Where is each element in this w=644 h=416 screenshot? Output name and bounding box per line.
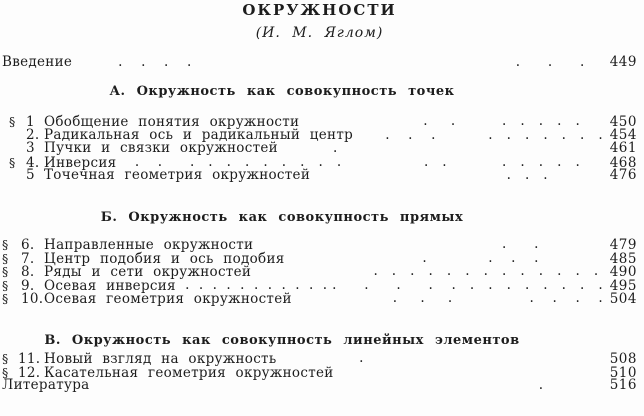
entry-page: 461 — [609, 140, 637, 156]
section-heading: В. Окружность как совокупность линейных элементов — [44, 332, 520, 348]
entry-title: Осевая геометрия окружностей — [44, 291, 292, 307]
entry-title: Инверсия — [44, 154, 117, 171]
paragraph-mark: § — [2, 264, 9, 279]
dot-leader-right: . . — [501, 238, 603, 252]
dot-leader-right: . . . . . . . . . . . . . — [332, 278, 603, 292]
dot-leader-right: . . . . . . . — [423, 155, 603, 169]
dot-leader — [116, 156, 603, 170]
paragraph-mark: § — [2, 237, 9, 252]
entry-title: Радикальная ось и радикальный центр — [44, 126, 354, 143]
entry-number: 6. — [21, 237, 35, 253]
entry-number: 9. — [21, 277, 35, 294]
toc-entry — [2, 366, 637, 380]
entry-page: 495 — [609, 277, 637, 294]
dot-leader-left: . — [276, 352, 364, 366]
toc-body — [2, 56, 637, 393]
dot-leader-right: . . . . . . . . . . . . . — [373, 265, 603, 279]
dot-leader — [72, 56, 603, 70]
dot-leader-left: . — [284, 251, 427, 265]
paragraph-mark: § — [2, 250, 9, 266]
entry-number: 1 — [26, 114, 35, 130]
toc-entry — [2, 279, 637, 293]
dot-leader-left: . . . . . . . . . . . — [175, 278, 328, 292]
dot-leader-left: . . — [299, 115, 456, 129]
entry-page: 468 — [609, 154, 637, 171]
entry-title: Пучки и связки окружностей — [44, 140, 278, 156]
entry-title: Ряды и сети окружностей — [44, 264, 252, 280]
page-title: ОКРУЖНОСТИ — [242, 1, 397, 19]
entry-title: Новый взгляд на окружность — [44, 351, 277, 367]
entry-page: 450 — [609, 114, 637, 130]
entry-page: 510 — [609, 364, 637, 381]
entry-number: 3 — [26, 140, 35, 156]
toc-entry — [2, 252, 637, 266]
entry-number: 8. — [21, 264, 35, 280]
author-subtitle: (И. М. Яглом) — [255, 25, 384, 41]
dot-leader-right: . . . — [506, 169, 603, 183]
entry-number: 10. — [21, 291, 44, 307]
dot-leader — [292, 292, 603, 306]
toc-entry — [2, 142, 637, 156]
paragraph-mark: § — [2, 364, 9, 380]
entry-number: 7. — [21, 250, 35, 267]
entry-page: 485 — [609, 250, 637, 267]
toc-entry — [2, 265, 637, 279]
entry-page: 504 — [609, 291, 637, 307]
dot-leader — [353, 129, 603, 143]
dot-leader-left: . . . — [291, 292, 453, 306]
entry-page: 508 — [609, 351, 637, 367]
section-heading: А. Окружность как совокупность точек — [109, 84, 455, 99]
dot-leader — [90, 379, 603, 393]
dot-leader — [176, 279, 603, 293]
section-items — [2, 115, 637, 183]
toc-entry — [2, 56, 637, 70]
entry-page: 449 — [609, 54, 637, 70]
section-items — [2, 238, 637, 306]
dot-leader-left: . . . . — [72, 56, 192, 70]
dot-leader — [251, 265, 603, 279]
dot-leader — [299, 115, 603, 129]
entry-title: Направленные окружности — [44, 237, 254, 253]
entry-number: 5 — [26, 167, 35, 183]
entry-page: 490 — [609, 264, 637, 280]
paragraph-mark: § — [9, 154, 16, 170]
entry-number: 2. — [26, 126, 40, 143]
dot-leader-left: . . . — [353, 128, 436, 142]
entry-number: 12. — [18, 364, 41, 381]
entry-page: 476 — [609, 167, 637, 183]
toc-entry — [2, 238, 637, 252]
section-heading: Б. Окружность как совокупность прямых — [100, 210, 464, 225]
toc-entry — [2, 352, 637, 366]
entry-title: Точечная геометрия окружностей — [44, 167, 311, 183]
dot-leader-right: . . . . — [529, 292, 603, 306]
toc-entry — [2, 169, 637, 183]
dot-leader-left: . . . . . . . . . . . — [116, 155, 342, 169]
dot-leader-left: . — [277, 142, 338, 156]
section-items — [2, 352, 637, 379]
dot-leader-right: . . . — [488, 251, 603, 265]
toc-entry — [2, 292, 637, 306]
dot-leader-right: . . . . . — [501, 115, 603, 129]
entry-page: 454 — [609, 126, 637, 143]
entry-title: Центр подобия и ось подобия — [44, 250, 285, 267]
entry-title: Литература — [2, 377, 90, 393]
paragraph-mark: § — [2, 351, 9, 366]
dot-leader-right: . . . — [515, 56, 603, 70]
entry-page: 516 — [609, 377, 637, 393]
paragraph-mark: § — [9, 114, 16, 129]
entry-title: Касательная геометрия окружностей — [44, 364, 334, 381]
entry-title: Осевая инверсия — [44, 277, 176, 294]
dot-leader-right: . . . . . . . — [488, 128, 603, 142]
entry-number: 4. — [26, 154, 40, 171]
entry-page: 479 — [609, 237, 637, 253]
dot-leader — [253, 238, 603, 252]
entry-number: 11. — [18, 351, 41, 367]
entry-title: Введение — [2, 54, 73, 70]
entry-title: Обобщение понятия окружности — [44, 114, 300, 130]
dot-leader — [285, 252, 603, 266]
dot-leader — [334, 366, 603, 380]
dot-leader-right: . — [538, 379, 603, 393]
dot-leader — [278, 142, 603, 156]
dot-leader — [276, 352, 603, 366]
dot-leader — [310, 169, 603, 183]
paragraph-mark: § — [2, 291, 9, 306]
toc-entry — [2, 379, 637, 393]
paragraph-mark: § — [2, 277, 9, 293]
